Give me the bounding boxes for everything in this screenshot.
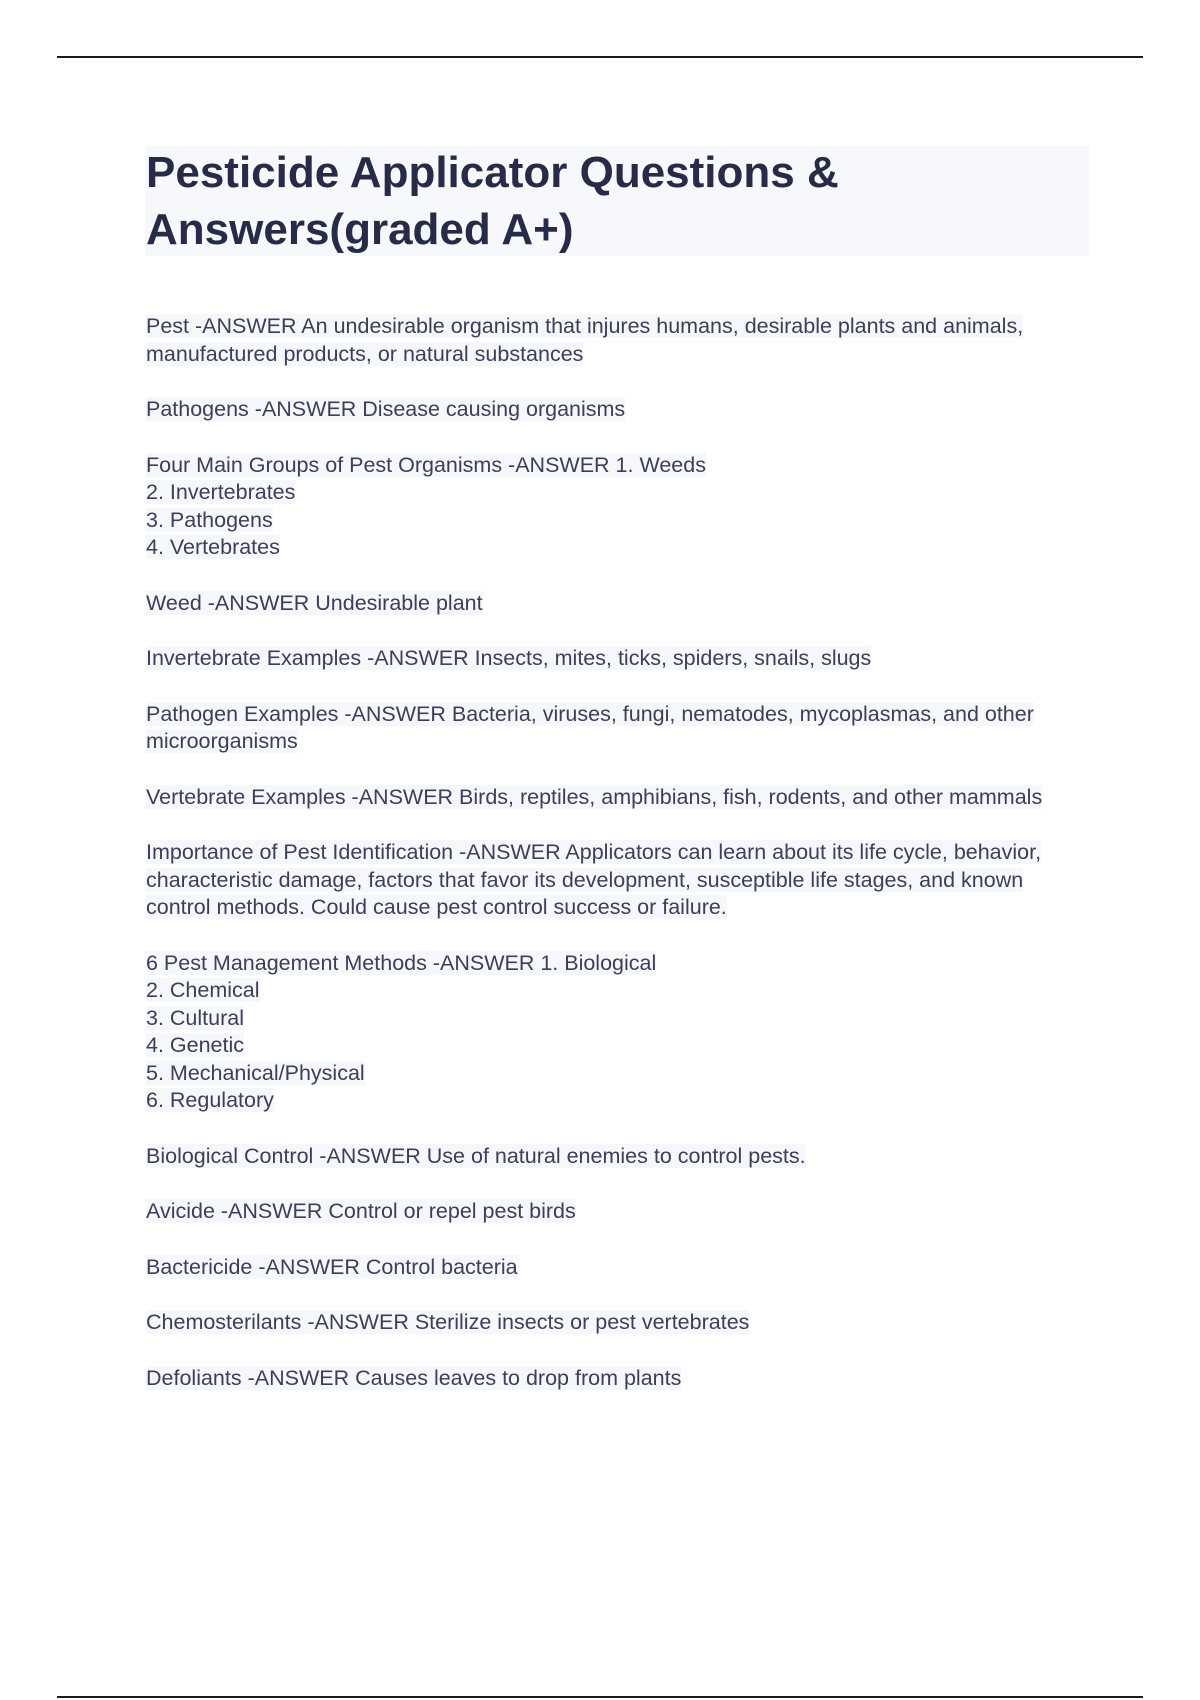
list-item: 3. Cultural [146, 1005, 244, 1030]
list-item: 2. Chemical [146, 978, 260, 1002]
qa-entry-avicide: Avicide -ANSWER Control or repel pest birds [146, 1199, 576, 1223]
qa-entry-pest-identification: Importance of Pest Identification -ANSWER Applicators can learn about its life cycle, behavior, characteristic damage, factors that favor its development, susceptible life stages, and known control methods. Could cause pest control success or failure. [146, 840, 1042, 919]
document-title: Pesticide Applicator Questions & Answers(graded A+) [146, 148, 839, 254]
qa-entry-management-methods: 6 Pest Management Methods -ANSWER 1. Biological 2. Chemical 3. Cultural 4. Genetic 5. Mechanical/Physical 6. Regulatory [146, 950, 1091, 1115]
qa-entry-invertebrate-examples: Invertebrate Examples -ANSWER Insects, mites, ticks, spiders, snails, slugs [146, 646, 872, 670]
list-item: 6. Regulatory [146, 1088, 274, 1112]
qa-entry-defoliants: Defoliants -ANSWER Causes leaves to drop from plants [146, 1365, 682, 1390]
qa-entry-four-main-groups: Four Main Groups of Pest Organisms -ANSWER 1. Weeds 2. Invertebrates 3. Pathogens 4. Vertebrates [146, 452, 1091, 562]
qa-entry-chemosterilants: Chemosterilants -ANSWER Sterilize insects or pest vertebrates [146, 1310, 750, 1334]
qa-entry-pest: Pest -ANSWER An undesirable organism that injures humans, desirable plants and animals, manufactured products, or natural substances [146, 314, 1024, 366]
list-item: 4. Genetic [146, 1033, 244, 1057]
qa-entry-pathogen-examples: Pathogen Examples -ANSWER Bacteria, viruses, fungi, nematodes, mycoplasmas, and other microorganisms [146, 701, 1034, 753]
qa-entry-biological-control: Biological Control -ANSWER Use of natural enemies to control pests. [146, 1143, 806, 1168]
list-item: 3. Pathogens [146, 507, 273, 532]
list-item: 5. Mechanical/Physical [146, 1060, 365, 1085]
qa-list [146, 313, 1091, 1420]
qa-entry-weed: Weed -ANSWER Undesirable plant [146, 590, 483, 615]
list-item: 2. Invertebrates [146, 480, 296, 504]
bottom-rule [57, 1696, 1143, 1698]
qa-entry-pathogens: Pathogens -ANSWER Disease causing organisms [146, 397, 626, 421]
qa-entry-vertebrate-examples: Vertebrate Examples -ANSWER Birds, reptiles, amphibians, fish, rodents, and other mammals [146, 784, 1043, 809]
top-rule [57, 56, 1143, 58]
list-item: 4. Vertebrates [146, 535, 280, 559]
qa-entry-bactericide: Bactericide -ANSWER Control bacteria [146, 1254, 518, 1279]
